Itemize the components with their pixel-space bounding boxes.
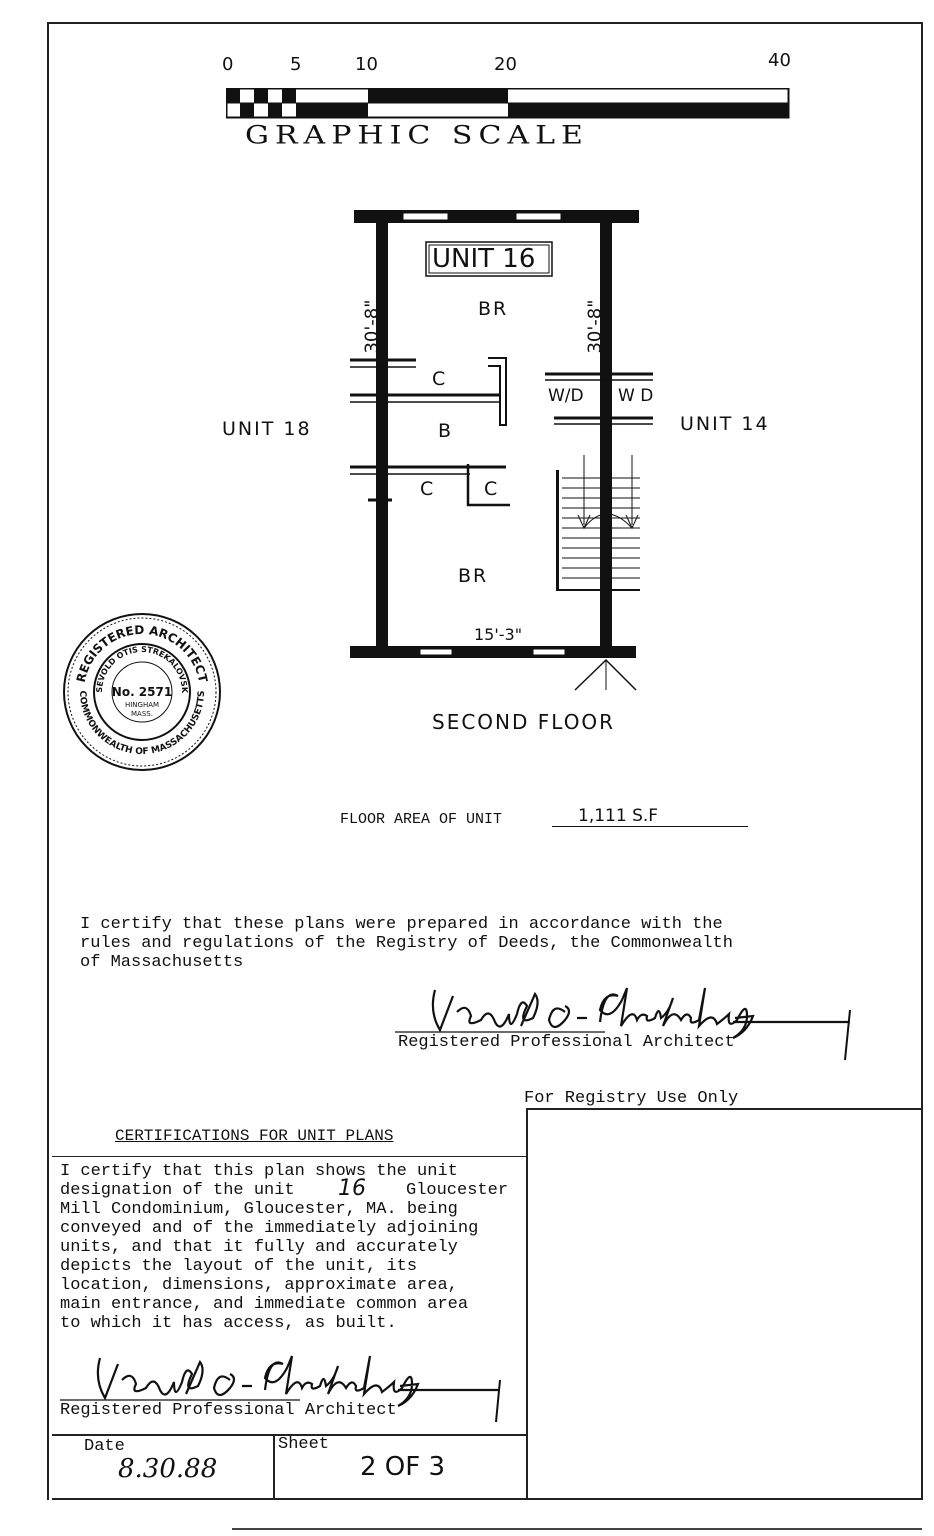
room-closet: C — [484, 478, 500, 500]
date-value: 8.30.88 — [118, 1454, 218, 1484]
frame-bottom-line — [52, 1498, 922, 1500]
scale-tick-label: 5 — [290, 54, 302, 75]
footer-table-divider — [273, 1434, 275, 1498]
registry-label: For Registry Use Only — [524, 1089, 739, 1108]
dimension-left: 30'-8" — [361, 299, 383, 354]
unit-cert-divider — [52, 1156, 526, 1157]
unit-cert-line-2: designation of the unit — [60, 1181, 295, 1200]
scale-tick-label: 0 — [222, 54, 234, 75]
seal-outer-text: REGISTERED ARCHITECT — [73, 622, 211, 684]
neighbor-unit-left: UNIT 18 — [222, 418, 312, 440]
neighbor-unit-right: UNIT 14 — [680, 413, 770, 435]
sheet-value: 2 OF 3 — [360, 1452, 446, 1482]
scale-tick-label: 20 — [494, 54, 517, 75]
room-bedroom-top: BR — [478, 298, 509, 320]
dimension-right: 30'-8" — [584, 299, 606, 354]
floor-area-value: 1,111 S.F — [578, 806, 659, 826]
seal-town: HINGHAM — [124, 701, 160, 709]
scale-tick-label: 10 — [355, 54, 378, 75]
certification-text: I certify that these plans were prepared in accordance with the rules and regulations of the Registry of Deeds, the Commonwealth of Massachusetts — [80, 915, 733, 972]
floor-area-label: FLOOR AREA OF UNIT — [340, 811, 503, 828]
sheet-label: Sheet — [278, 1435, 330, 1454]
room-washer-dryer: W D — [618, 386, 654, 406]
unit-label: UNIT 16 — [432, 244, 536, 274]
room-closet: C — [420, 478, 436, 500]
date-label: Date — [84, 1437, 125, 1456]
architect-seal — [62, 612, 222, 772]
unit-cert-line-2-end: Gloucester — [406, 1181, 509, 1200]
seal-name: SEVOLD OTIS STREKALOVSK — [94, 644, 190, 694]
scale-title: GRAPHIC SCALE — [245, 120, 589, 151]
unit-number-handwritten: 16 — [338, 1176, 366, 1201]
seal-bottom-text: COMMONWEALTH OF MASSACHUSETTS — [76, 690, 208, 758]
registry-box — [526, 1108, 922, 1498]
signer-role-top: Registered Professional Architect — [398, 1033, 735, 1052]
unit-cert-heading: CERTIFICATIONS FOR UNIT PLANS — [115, 1127, 394, 1145]
room-washer-dryer: W/D — [548, 386, 584, 406]
room-bedroom-bottom: BR — [458, 565, 489, 587]
floor-area-underline — [552, 826, 748, 827]
seal-state: MASS. — [131, 710, 153, 718]
scale-bar — [226, 88, 790, 120]
seal-graphic — [62, 612, 222, 772]
floor-label: SECOND FLOOR — [432, 710, 616, 734]
seal-number: No. 2571 — [111, 685, 173, 699]
scale-tick-label: 40 — [768, 50, 791, 71]
unit-cert-body: Mill Condominium, Gloucester, MA. being conveyed and of the immediately adjoining units, and that it fully and accurately depicts the layout of the unit, its location, dimensions, approximate area, main entrance, and immediate common area to which it has access, as built. — [60, 1200, 479, 1333]
room-bath: B — [438, 420, 454, 442]
page-footer-line — [232, 1528, 922, 1530]
unit-cert-line-1: I certify that this plan shows the unit — [60, 1162, 458, 1181]
dimension-bottom: 15'-3" — [474, 625, 523, 644]
room-closet: C — [432, 368, 448, 390]
signer-role-bottom: Registered Professional Architect — [60, 1401, 397, 1420]
